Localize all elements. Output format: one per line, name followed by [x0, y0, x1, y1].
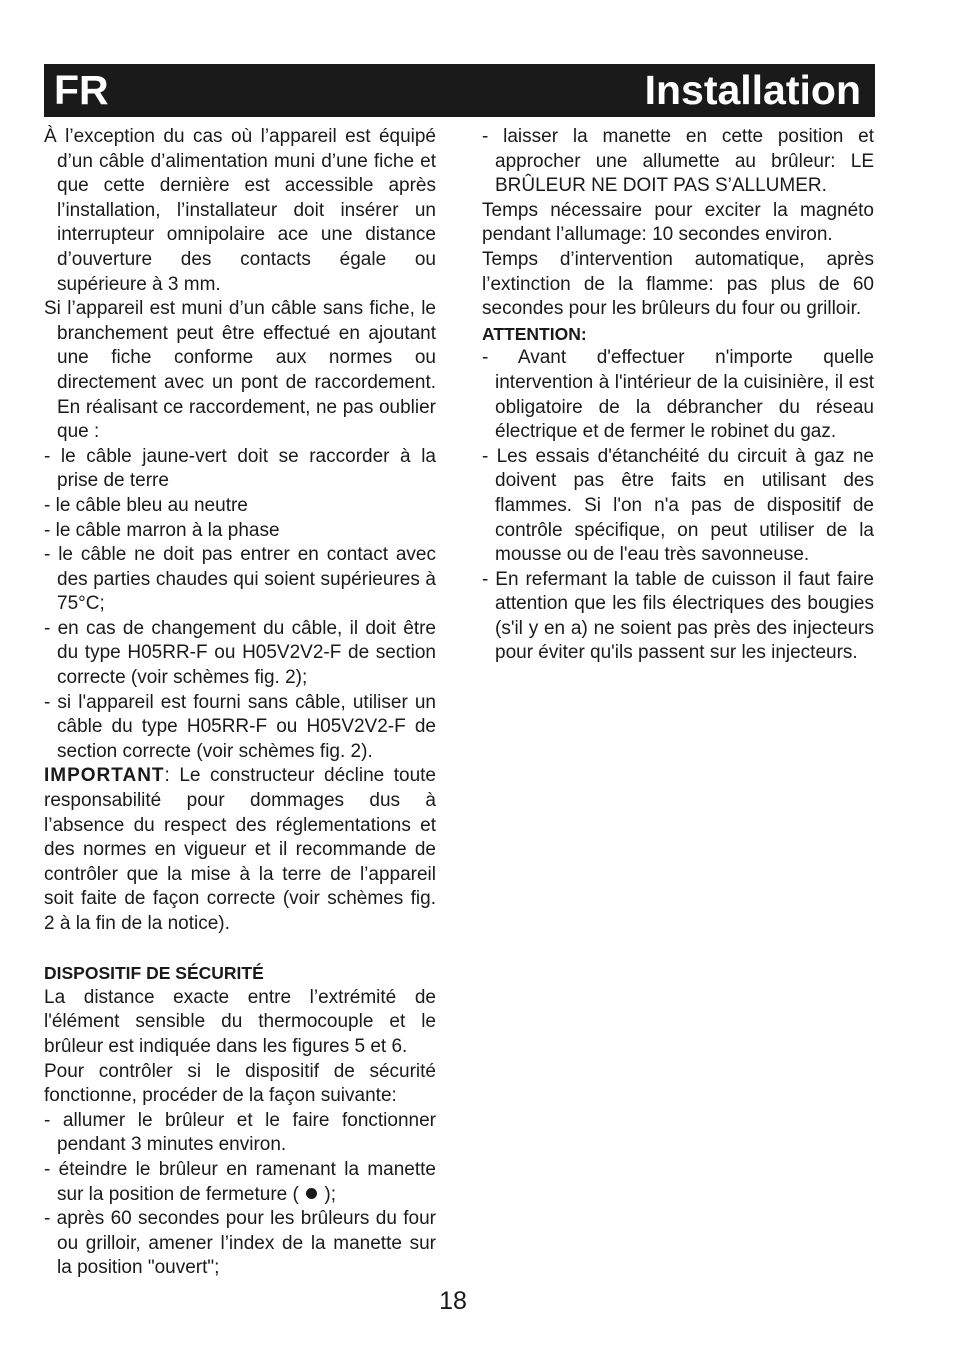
list-item: - le câble bleu au neutre	[44, 494, 248, 516]
step-item: - après 60 secondes pour les brûleurs du four ou grilloir, amener l’index de la manette sur la position "ouvert";	[44, 1208, 436, 1279]
step-text-end: );	[324, 1183, 337, 1205]
page-header	[44, 64, 875, 117]
page-title: Installation	[644, 67, 861, 113]
attention-item: - Avant d'effectuer n'importe quelle intervention à l'intérieur de la cuisinière, il est obligatoire de la débrancher du réseau électrique et de fermer le robinet du gaz.	[482, 347, 874, 443]
list-item: - le câble jaune-vert doit se raccorder à la prise de terre	[44, 445, 436, 492]
important-text: : Le constructeur décline toute responsabilité pour dommages dus à l’absence du respect des réglementations et des normes en vigueur et il recommande de contrôler que la mise à la terre de l’appareil soit faite de façon correcte (voir schèmes fig. 2 à la fin de la notice).	[44, 765, 436, 934]
important-paragraph	[44, 764, 436, 936]
attention-item: - Les essais d'étanchéité du circuit à gaz ne doivent pas être faits en utilisant des flammes. Si l'on n'a pas de dispositif de contrôle spécifique, on peut utiliser de la mousse ou de l'eau très savonneuse.	[482, 445, 874, 566]
attention-item: - En refermant la table de cuisson il faut faire attention que les fils électriques des bougies (s'il y en a) ne soient pas près des injecteurs pour éviter qu'ils passent sur les injecteurs.	[482, 568, 874, 664]
list-item: - si l'appareil est fourni sans câble, utiliser un câble du type H05RR-F ou H05V2V2-F de section correcte (voir schèmes fig. 2).	[44, 691, 436, 762]
closed-position-icon	[306, 1188, 317, 1199]
security-paragraph-2: Pour contrôler si le dispositif de sécurité fonctionne, procéder de la façon suivante:	[44, 1060, 436, 1107]
language-code: FR	[54, 67, 109, 113]
intervention-paragraph: Temps d’intervention automatique, après l’extinction de la flamme: pas plus de 60 secondes pour les brûleurs du four ou grilloir.	[482, 248, 874, 320]
cable-paragraph: Si l’appareil est muni d’un câble sans fiche, le branchement peut être effectué en ajoutant une fiche conforme aux normes ou directement avec un pont de raccordement. En réalisant ce raccordement, ne pas oublier que :	[44, 298, 436, 443]
list-item: - en cas de changement du câble, il doit être du type H05RR-F ou H05V2V2-F de section correcte (voir schèmes fig. 2);	[44, 617, 436, 689]
step-item	[44, 1158, 436, 1207]
spacer	[44, 937, 436, 962]
security-heading: DISPOSITIF DE SÉCURITÉ	[44, 963, 264, 984]
list-item: - le câble ne doit pas entrer en contact avec des parties chaudes qui soient supérieures à 75°C;	[44, 544, 436, 615]
important-label: IMPORTANT	[44, 765, 165, 787]
step-item: - allumer le brûleur et le faire fonctionner pendant 3 minutes environ.	[44, 1109, 436, 1156]
magneto-paragraph: Temps nécessaire pour exciter la magnéto pendant l’allumage: 10 secondes environ.	[482, 199, 874, 246]
page-number: 18	[439, 1287, 467, 1315]
step-text: - éteindre le brûleur en ramenant la manette sur la position de fermeture (	[44, 1158, 436, 1205]
left-column	[44, 125, 436, 1281]
step-item: - laisser la manette en cette position et approcher une allumette au brûleur: LE BRÛLEUR NE DOIT PAS S’ALLUMER.	[482, 126, 874, 197]
attention-heading: ATTENTION:	[482, 323, 587, 344]
security-paragraph-1: La distance exacte entre l’extrémité de l'élément sensible du thermocouple et le brûleur est indiquée dans les figures 5 et 6.	[44, 986, 436, 1057]
list-item: - le câble marron à la phase	[44, 519, 280, 541]
intro-paragraph: À l’exception du cas où l’appareil est équipé d’un câble d’alimentation muni d’une fiche et que cette dernière est accessible après l’installation, l’installateur doit insérer un interrupteur omnipolaire ace une distance d’ouverture des contacts égale ou supérieure à 3 mm.	[44, 126, 436, 295]
right-column	[482, 125, 874, 666]
